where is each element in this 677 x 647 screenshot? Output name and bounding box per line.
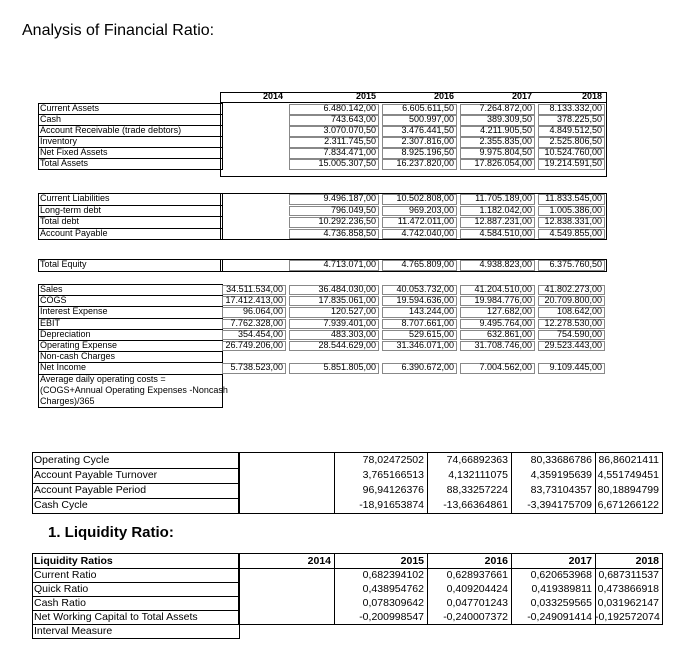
row-label: Net Fixed Assets [40, 147, 108, 157]
note-line: Average daily operating costs = [40, 373, 166, 384]
value-cell: 34.511.534,00 [226, 284, 283, 294]
value-cell: 88,33257224 [446, 484, 508, 496]
value-cell: 500.997,00 [408, 114, 454, 124]
value-cell: 4.713.071,00 [323, 259, 376, 269]
row-label: Interval Measure [34, 625, 113, 637]
value-cell: 3,765166513 [362, 469, 424, 481]
value-cell: 969.203,00 [408, 204, 454, 215]
value-cell: -0,200998547 [359, 611, 424, 623]
value-cell: 0,033259565 [530, 597, 592, 609]
value-cell: 15.005.307,50 [318, 158, 376, 168]
row-label: Account Payable Period [34, 484, 147, 496]
year-header: 2014 [307, 555, 331, 567]
value-cell: 31.708.746,00 [474, 340, 532, 350]
value-cell: 8.925.196,50 [401, 147, 454, 157]
value-cell: 5.851.805,00 [323, 362, 376, 373]
value-cell: 6.375.760,50 [549, 259, 602, 269]
value-cell: 6.390.672,00 [401, 362, 454, 373]
year-header: 2017 [511, 91, 532, 101]
row-label: Current Ratio [34, 569, 97, 581]
row-label: Cash Cycle [34, 499, 88, 511]
value-cell: 41.802.273,00 [544, 284, 602, 294]
value-cell: 31.346.071,00 [396, 340, 454, 350]
value-cell: 4.736.858,50 [323, 227, 376, 238]
value-cell: 19.594.636,00 [396, 295, 454, 306]
value-cell: 1.182.042,00 [479, 204, 532, 215]
value-cell: 17.826.054,00 [474, 158, 532, 168]
row-label: Total Equity [40, 259, 87, 269]
row-label: Long-term debt [40, 204, 102, 215]
value-cell: 1.005.386,00 [549, 204, 602, 215]
value-cell: 9.975.804,50 [479, 147, 532, 157]
value-cell: 4.211.905,50 [480, 125, 532, 135]
value-cell: 8.707.661,00 [401, 317, 454, 328]
value-cell: 83,73104357 [530, 484, 592, 496]
row-label: Total debt [40, 216, 80, 226]
equity-table [38, 259, 606, 273]
row-label: Inventory [40, 136, 78, 146]
assets-table [38, 92, 606, 182]
value-cell: 41.204.510,00 [474, 284, 532, 294]
row-label: Account Receivable (trade debtors) [40, 125, 182, 135]
row-label: Net Working Capital to Total Assets [34, 611, 198, 623]
value-cell: 127.682,00 [486, 306, 532, 317]
value-cell: 20.709.800,00 [544, 295, 602, 306]
row-label: Current Liabilities [40, 193, 110, 203]
row-label: Account Payable [40, 227, 108, 238]
row-label: Account Payable Turnover [34, 469, 158, 481]
value-cell: -0,249091414 [527, 611, 592, 623]
year-header: 2015 [355, 91, 376, 101]
value-cell: 120.527,00 [330, 306, 376, 317]
value-cell: 4.765.809,00 [401, 259, 454, 269]
value-cell: 483.303,00 [330, 328, 376, 339]
value-cell: 4.742.040,00 [401, 227, 454, 238]
note-line: Charges)/365 [40, 395, 95, 406]
value-cell: 143.244,00 [408, 306, 454, 317]
value-cell: 19.984.776,00 [474, 295, 532, 306]
value-cell: 11.833.545,00 [545, 193, 602, 203]
row-label: Cash Ratio [34, 597, 86, 609]
value-cell: 7.939.401,00 [323, 317, 376, 328]
value-cell: 96,94126376 [362, 484, 424, 496]
row-label: Operating Cycle [34, 454, 110, 466]
value-cell: 0,628937661 [446, 569, 508, 581]
value-cell: 19.214.591,50 [544, 158, 602, 168]
value-cell: 12.278.530,00 [544, 317, 602, 328]
header-label: Liquidity Ratios [34, 555, 113, 567]
value-cell: 16.237.820,00 [396, 158, 454, 168]
year-header: 2018 [635, 555, 659, 567]
row-label: Interest Expense [40, 306, 108, 317]
value-cell: 4,359195639 [530, 469, 592, 481]
value-cell: 96.064,00 [242, 306, 283, 317]
value-cell: 378.225,50 [556, 114, 602, 124]
value-cell: 354.454,00 [237, 328, 283, 339]
value-cell: 3.070.070,50 [323, 125, 376, 135]
value-cell: 17.412.413,00 [225, 295, 283, 306]
value-cell: 4,132111075 [448, 469, 508, 481]
value-cell: 80,18894799 [597, 484, 659, 496]
value-cell: 2.355.835,00 [479, 136, 532, 146]
value-cell: 0,687311537 [598, 569, 659, 581]
value-cell: 10.292.236,50 [318, 216, 376, 226]
value-cell: 86,86021411 [598, 454, 659, 466]
row-divider [38, 114, 223, 115]
value-cell: 11.705.189,00 [475, 193, 532, 203]
value-cell: 9.109.445,00 [549, 362, 602, 373]
value-cell: 2.525.806,50 [549, 136, 602, 146]
year-header: 2016 [433, 91, 454, 101]
value-cell: 26.749.206,00 [225, 340, 283, 350]
value-cell: 108.642,00 [556, 306, 602, 317]
row-label: Total Assets [40, 158, 89, 168]
value-cell: 0,047701243 [446, 597, 508, 609]
value-cell: 632.861,00 [486, 328, 532, 339]
value-cell: 28.544.629,00 [318, 340, 376, 350]
year-header: 2015 [400, 555, 424, 567]
value-cell: 754.590,00 [556, 328, 602, 339]
value-cell: 5.738.523,00 [230, 362, 283, 373]
value-cell: 78,02472502 [362, 454, 424, 466]
value-cell: 8.133.332,00 [549, 103, 602, 113]
liabilities-table [38, 193, 606, 247]
value-cell: 12.838.331,00 [544, 216, 602, 226]
row-label: COGS [40, 295, 67, 306]
value-cell: 796.049,50 [330, 204, 376, 215]
year-header: 2014 [262, 91, 283, 101]
value-cell: 389.309,50 [486, 114, 532, 124]
value-cell: -13,66364861 [443, 499, 508, 511]
value-cell: 0,473866918 [597, 583, 659, 595]
row-label: Quick Ratio [34, 583, 89, 595]
value-cell: 0,682394102 [362, 569, 424, 581]
page-title: Analysis of Financial Ratio: [22, 22, 215, 39]
value-cell: 9.495.764,00 [479, 317, 532, 328]
value-cell: 0,438954762 [362, 583, 424, 595]
year-header: 2018 [581, 91, 602, 101]
note-line: (COGS+Annual Operating Expenses -Noncash [40, 384, 228, 395]
value-cell: 6.480.142,00 [323, 103, 376, 113]
value-cell: 0,031962147 [597, 597, 659, 609]
value-cell: 17.835.061,00 [318, 295, 376, 306]
year-header: 2017 [568, 555, 592, 567]
value-cell: 9.496.187,00 [323, 193, 376, 203]
value-cell: 10.502.808,00 [396, 193, 454, 203]
value-cell: 7.004.562,00 [479, 362, 532, 373]
row-label: Net Income [40, 362, 87, 373]
row-label: Current Assets [40, 103, 100, 113]
cycle-table [32, 452, 662, 514]
value-cell: 3.476.441,50 [401, 125, 454, 135]
row-label: Depreciation [40, 328, 91, 339]
value-cell: 4.849.512,50 [549, 125, 602, 135]
income-table [38, 284, 606, 432]
value-cell: 529.615,00 [408, 328, 454, 339]
value-cell: 4.584.510,00 [479, 227, 532, 238]
value-cell: 7.762.328,00 [230, 317, 283, 328]
value-cell: 0,620653968 [530, 569, 592, 581]
value-cell: 6,671266122 [597, 499, 659, 511]
value-cell: -3,394175709 [527, 499, 592, 511]
value-cell: -18,91653874 [359, 499, 424, 511]
value-cell: 4.549.855,00 [549, 227, 602, 238]
value-cell: 2.311.745,50 [324, 136, 376, 146]
value-cell: 0,078309642 [362, 597, 424, 609]
value-cell: 36.484.030,00 [318, 284, 376, 294]
value-cell: 40.053.732,00 [396, 284, 454, 294]
year-header: 2016 [484, 555, 508, 567]
row-divider [38, 318, 223, 319]
value-cell: 4.938.823,00 [479, 259, 532, 269]
value-cell: 7.834.471,00 [323, 147, 376, 157]
row-label: EBIT [40, 317, 61, 328]
row-label: Cash [40, 114, 62, 124]
value-cell: 0,419389811 [531, 583, 592, 595]
value-cell: -0,240007372 [443, 611, 508, 623]
value-cell: 12.887.231,00 [474, 216, 532, 226]
value-cell: 11.472.011,00 [397, 216, 454, 226]
value-cell: 74,66892363 [446, 454, 508, 466]
value-cell: 743.643,00 [330, 114, 376, 124]
value-cell: 10.524.760,00 [544, 147, 602, 157]
value-cell: 80,33686786 [530, 454, 592, 466]
value-cell: -0,192572074 [595, 611, 660, 623]
value-cell: 2.307.816,00 [401, 136, 454, 146]
value-cell: 0,409204424 [446, 583, 508, 595]
value-cell: 29.523.443,00 [544, 340, 602, 350]
liquidity-subtitle: 1. Liquidity Ratio: [48, 524, 174, 541]
row-label: Operating Expense [40, 340, 118, 350]
value-cell: 4,551749451 [597, 469, 659, 481]
row-label: Sales [40, 284, 63, 294]
row-label: Non-cash Charges [40, 351, 116, 362]
value-cell: 7.264.872,00 [479, 103, 532, 113]
liquidity-ratios-table [32, 553, 662, 639]
value-cell: 6.605.611,50 [402, 103, 454, 113]
